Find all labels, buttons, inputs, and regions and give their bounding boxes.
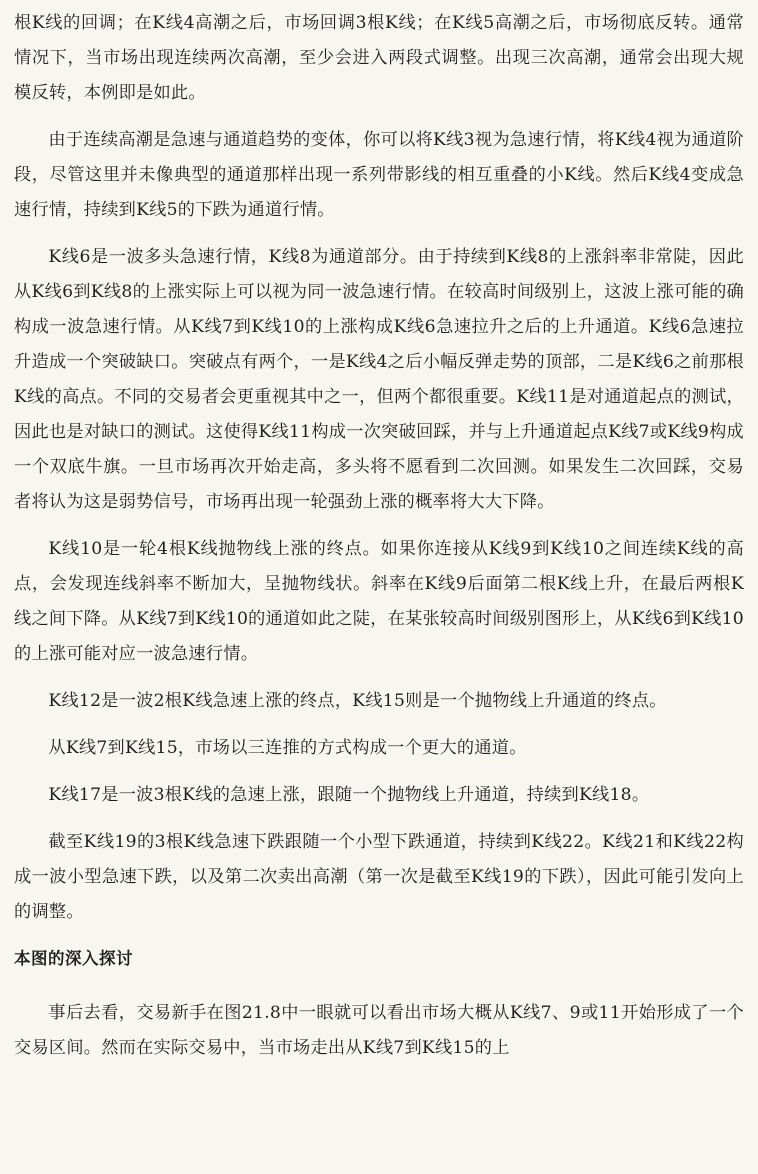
paragraph-1: 根K线的回调；在K线4高潮之后，市场回调3根K线；在K线5高潮之后，市场彻底反转。通常情况下，当市场出现连续两次高潮，至少会进入两段式调整。出现三次高潮，通常会出现大规模反转，本例即是如此。: [14, 13, 744, 103]
paragraph-2: 由于连续高潮是急速与通道趋势的变体，你可以将K线3视为急速行情，将K线4视为通道阶段，尽管这里并未像典型的通道那样出现一系列带影线的相互重叠的小K线。然后K线4变成急速行情，持续到K线5的下跌为通道行情。: [14, 130, 744, 220]
paragraph-7: K线17是一波3根K线的急速上涨，跟随一个抛物线上升通道，持续到K线18。: [48, 785, 650, 805]
paragraph-3: K线6是一波多头急速行情，K线8为通道部分。由于持续到K线8的上涨斜率非常陡，因此从K线6到K线8的上涨实际上可以视为同一波急速行情。在较高时间级别上，这波上涨可能的确构成一波急速行情。从K线7到K线10的上涨构成K线6急速拉升之后的上升通道。K线6急速拉升造成一个突破缺口。突破点有两个，一是K线4之后小幅反弹走势的顶部，二是K线6之前那根K线的高点。不同的交易者会更重视其中之一，但两个都很重要。K线11是对通道起点的测试，因此也是对缺口的测试。这使得K线11构成一次突破回踩，并与上升通道起点K线7或K线9构成一个双底牛旗。一旦市场再次开始走高，多头将不愿看到二次回测。如果发生二次回踩，交易者将认为这是弱势信号，市场再出现一轮强劲上涨的概率将大大下降。: [14, 247, 744, 512]
closing-paragraph: 事后去看，交易新手在图21.8中一眼就可以看出市场大概从K线7、9或11开始形成了一个交易区间。然而在实际交易中，当市场走出从K线7到K线15的上: [14, 1003, 744, 1058]
paragraph-5: K线12是一波2根K线急速上涨的终点，K线15则是一个抛物线上升通道的终点。: [48, 691, 667, 711]
section-heading: 本图的深入探讨: [14, 949, 133, 968]
paragraph-6: 从K线7到K线15，市场以三连推的方式构成一个更大的通道。: [48, 738, 527, 758]
paragraph-8: 截至K线19的3根K线急速下跌跟随一个小型下跌通道，持续到K线22。K线21和K线22构成一波小型急速下跌，以及第二次卖出高潮（第一次是截至K线19的下跌），因此可能引发向上的调整。: [14, 832, 744, 922]
paragraph-4: K线10是一轮4根K线抛物线上涨的终点。如果你连接从K线9到K线10之间连续K线的高点，会发现连线斜率不断加大，呈抛物线状。斜率在K线9后面第二根K线上升，在最后两根K线之间下降。从K线7到K线10的通道如此之陡，在某张较高时间级别图形上，从K线6到K线10的上涨可能对应一波急速行情。: [14, 539, 744, 664]
